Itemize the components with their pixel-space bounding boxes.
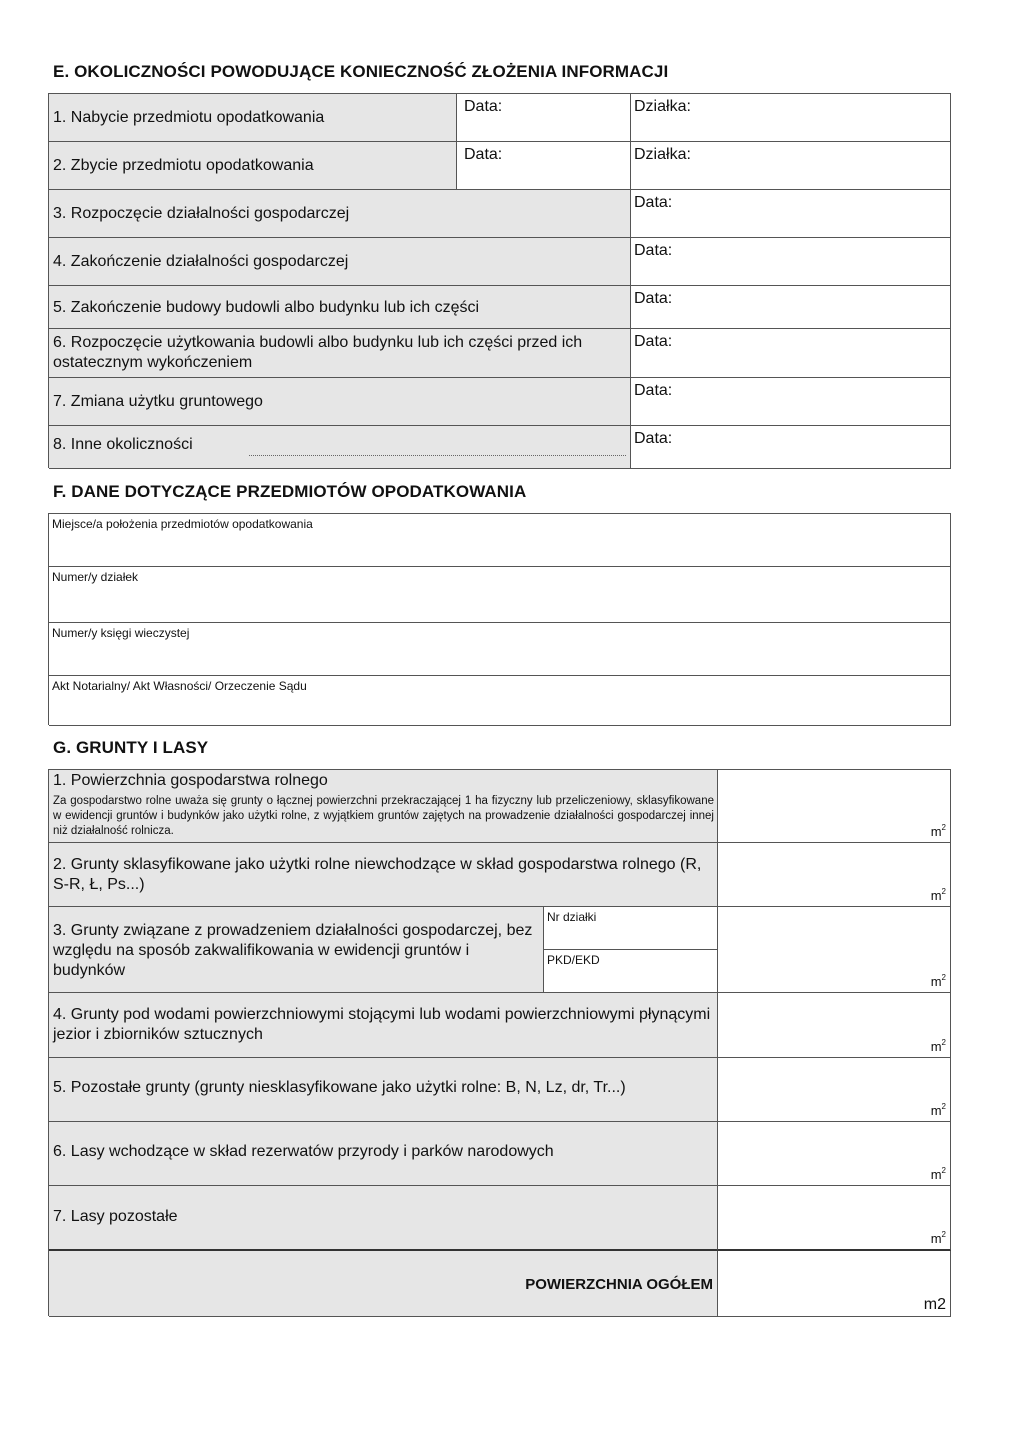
e-row-6-label: 6. Rozpoczęcie użytkowania budowli albo budynku lub ich części przed ich ostatecznym wykończeniem xyxy=(53,334,583,371)
e-row-5-date-label: Data: xyxy=(634,290,673,307)
e-row-1-date-field[interactable] xyxy=(457,94,631,142)
g-row-2-area-field[interactable] xyxy=(718,843,951,907)
f-deed-field[interactable] xyxy=(49,676,951,726)
g-row-4-label: 4. Grunty pod wodami powierzchniowymi stojącymi lub wodami powierzchniowymi płynącymi jezior i zbiorników sztucznych xyxy=(53,1006,711,1043)
g-row-1-unit: $m^2$ xyxy=(930,823,946,839)
e-row-2-label: 2. Zbycie przedmiotu opodatkowania xyxy=(53,157,314,174)
e-row-3-label: 3. Rozpoczęcie działalności gospodarczej xyxy=(53,205,350,222)
g-total-label-cell xyxy=(49,1251,718,1317)
g-row-1-area-field[interactable] xyxy=(718,770,951,843)
g-row-3-label: 3. Grunty związane z prowadzeniem działalności gospodarczej, bez względu na sposób zakwalifikowania w ewidencji gruntów i budynków xyxy=(53,922,533,979)
g-row-1-label: 1. Powierzchnia gospodarstwa rolnego xyxy=(53,772,328,789)
e-row-2-plot-field[interactable] xyxy=(631,142,951,190)
e-row-3-label-cell xyxy=(49,190,631,238)
e-row-6-date-field[interactable] xyxy=(631,329,951,378)
e-row-2-label-cell xyxy=(49,142,457,190)
e-row-1-label-cell xyxy=(49,94,457,142)
e-row-1-label: 1. Nabycie przedmiotu opodatkowania xyxy=(53,109,325,126)
g-total-area-field[interactable] xyxy=(718,1251,951,1317)
g-row-1-note: Za gospodarstwo rolne uważa się grunty o łącznej powierzchni przekraczającej 1 ha fizyczny lub przeliczeniowy, sklasyfikowane w ewidencji gruntów i budynków jako użytki rolne, z wyjątkiem gruntów zajętych na prowadzenie działalności gospodarczej innej niż działalność rolnicza. xyxy=(53,795,714,837)
g-row-4-unit: $m^2$ xyxy=(930,1038,946,1054)
e-row-1-date-label: Data: xyxy=(464,98,503,115)
f-land-register-label: Numer/y księgi wieczystej xyxy=(52,626,190,640)
e-row-4-label-cell xyxy=(49,238,631,286)
e-row-3-date-field[interactable] xyxy=(631,190,951,238)
g-row-3-pkd-label: PKD/EKD xyxy=(547,953,600,967)
g-row-3-plot-number-label: Nr działki xyxy=(547,910,597,924)
e-row-4-label: 4. Zakończenie działalności gospodarczej xyxy=(53,253,349,270)
e-row-5-date-field[interactable] xyxy=(631,286,951,329)
e-row-2-date-field[interactable] xyxy=(457,142,631,190)
g-row-1-label-cell xyxy=(49,770,718,843)
g-row-6-unit: $m^2$ xyxy=(930,1166,946,1182)
g-row-2-label: 2. Grunty sklasyfikowane jako użytki rolne niewchodzące w skład gospodarstwa rolnego (R, S-R, Ł, Ps...) xyxy=(53,856,702,893)
g-row-5-label-cell xyxy=(49,1058,718,1122)
e-row-8-label: 8. Inne okoliczności xyxy=(53,436,193,453)
e-row-1-plot-label: Działka: xyxy=(634,98,691,115)
g-row-3-pkd-field[interactable] xyxy=(544,950,718,993)
e-row-8-other-input[interactable] xyxy=(249,455,626,456)
e-row-7-date-field[interactable] xyxy=(631,378,951,426)
e-row-8-label-cell xyxy=(49,426,631,469)
g-row-5-area-field[interactable] xyxy=(718,1058,951,1122)
e-row-5-label-cell xyxy=(49,286,631,329)
g-row-5-unit: $m^2$ xyxy=(930,1102,946,1118)
g-row-7-unit: $m^2$ xyxy=(930,1230,946,1246)
g-row-7-area-field[interactable] xyxy=(718,1186,951,1251)
g-total-unit: m2 xyxy=(923,1296,946,1313)
g-row-5-label: 5. Pozostałe grunty (grunty niesklasyfikowane jako użytki rolne: B, N, Lz, dr, Tr...) xyxy=(53,1079,626,1096)
e-row-7-date-label: Data: xyxy=(634,382,673,399)
e-row-8-date-label: Data: xyxy=(634,430,673,447)
g-row-6-label-cell xyxy=(49,1122,718,1186)
section-g-title: G. GRUNTY I LASY xyxy=(53,738,209,757)
g-row-2-unit: $m^2$ xyxy=(930,887,946,903)
g-row-4-area-field[interactable] xyxy=(718,993,951,1058)
e-row-6-date-label: Data: xyxy=(634,333,673,350)
f-deed-label: Akt Notarialny/ Akt Własności/ Orzeczenie Sądu xyxy=(52,679,307,693)
g-total-label: POWIERZCHNIA OGÓŁEM xyxy=(525,1276,713,1293)
g-row-7-label: 7. Lasy pozostałe xyxy=(53,1208,178,1225)
e-row-5-label: 5. Zakończenie budowy budowli albo budynku lub ich części xyxy=(53,299,480,316)
e-row-7-label: 7. Zmiana użytku gruntowego xyxy=(53,393,263,410)
f-plot-numbers-field[interactable] xyxy=(49,567,951,623)
e-row-4-date-field[interactable] xyxy=(631,238,951,286)
g-row-3-label-cell xyxy=(49,907,544,993)
section-g-table xyxy=(48,769,951,1316)
g-row-6-area-field[interactable] xyxy=(718,1122,951,1186)
g-row-7-label-cell xyxy=(49,1186,718,1251)
g-row-3-plot-number-field[interactable] xyxy=(544,907,718,950)
e-row-7-label-cell xyxy=(49,378,631,426)
e-row-2-date-label: Data: xyxy=(464,146,503,163)
e-row-8-date-field[interactable] xyxy=(631,426,951,469)
e-row-3-date-label: Data: xyxy=(634,194,673,211)
f-plot-numbers-label: Numer/y działek xyxy=(52,570,139,584)
g-row-4-label-cell xyxy=(49,993,718,1058)
g-row-6-label: 6. Lasy wchodzące w skład rezerwatów przyrody i parków narodowych xyxy=(53,1143,554,1160)
section-f-table xyxy=(48,513,951,725)
e-row-4-date-label: Data: xyxy=(634,242,673,259)
g-row-3-area-field[interactable] xyxy=(718,907,951,993)
section-f-title: F. DANE DOTYCZĄCE PRZEDMIOTÓW OPODATKOWANIA xyxy=(53,482,527,501)
section-e-title: E. OKOLICZNOŚCI POWODUJĄCE KONIECZNOŚĆ ZŁOŻENIA INFORMACJI xyxy=(53,62,669,81)
g-row-3-unit: $m^2$ xyxy=(930,973,946,989)
g-row-2-label-cell xyxy=(49,843,718,907)
section-e-table xyxy=(48,93,951,468)
f-location-field[interactable] xyxy=(49,514,951,567)
f-land-register-field[interactable] xyxy=(49,623,951,676)
e-row-2-plot-label: Działka: xyxy=(634,146,691,163)
f-location-label: Miejsce/a położenia przedmiotów opodatkowania xyxy=(52,517,313,531)
e-row-6-label-cell xyxy=(49,329,631,378)
e-row-1-plot-field[interactable] xyxy=(631,94,951,142)
